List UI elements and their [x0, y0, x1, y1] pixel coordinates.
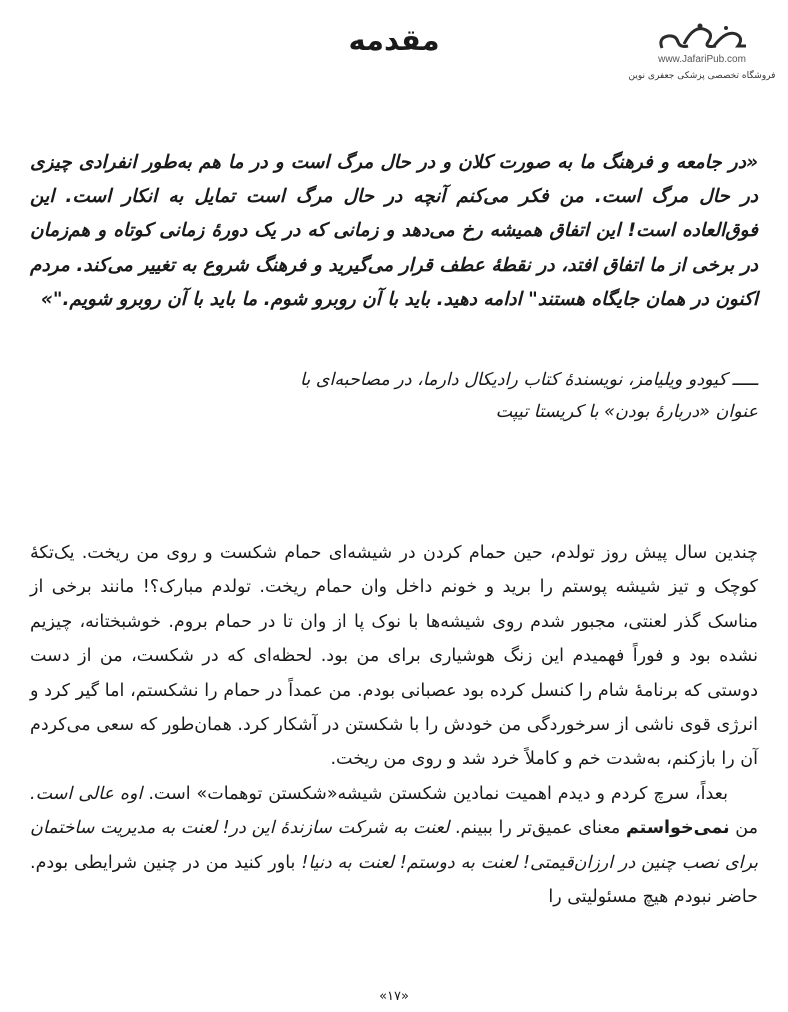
epigraph-quote: «در جامعه و فرهنگ ما به صورت کلان و در حال مرگ است و در ما هم به‌طور انفرادی چیزی در حال مرگ است. من فکر می‌کنم آنچه در حال مرگ است تمایل به انکار است. این فوق‌العاده است! این اتفاق همیشه رخ می‌دهد و زمانی که در یک دورهٔ زمانی کوتاه و هم‌زمان در برخی از ما اتفاق افتد، در نقطهٔ عطف قرار می‌گیرید و فرهنگ شروع به تغییر می‌کند. مردم اکنون در همان جایگاه هستند" ادامه دهید. باید با آن روبرو شوم. ما باید با آن روبرو شویم."» [30, 152, 758, 310]
paragraph: چندین سال پیش روز تولدم، حین حمام کردن در شیشه‌ای حمام شکست و روی من ریخت. یک‌تکهٔ کوچک و تیز شیشه پوستم را برید و خونم داخل وان حمام ریخت. تولدم مبارک؟! مانند برخی از مناسک گذر لعنتی، مجبور شدم روی شیشه‌ها با نوک پا از وان تا در حمام بروم. خوشبختانه، چیزیم نشده بود و فوراً فهمیدم این زنگ هوشیاری برای من بود. لحظه‌ای که در شکست، من از دست دوستی که برنامهٔ شام را کنسل کرده بود عصبانی بودم. من عمداً در حمام را نشکستم، اما گیر کرد و انرژی قوی ناشی از سرخوردگی من خودش را با شکستن در آشکار کرد. همان‌طور که سعی می‌کردم آن را بازکنم، به‌شدت خم و کاملاً خرد شد و روی من ریخت. [30, 543, 758, 770]
logo-caption: فروشگاه تخصصی پزشکی جعفری نوین [628, 71, 776, 81]
attribution-line: ـــــ کیودو ویلیامز، نویسندهٔ کتاب رادیکال دارما، در مصاحبه‌ای با [300, 370, 758, 390]
publisher-logo [628, 20, 776, 96]
text-run: معنای عمیق‌تر را ببینم. [454, 818, 621, 839]
text-run: باور کنید من در چنین شرایطی بودم. حاضر نبودم هیچ مسئولیتی را [30, 852, 758, 908]
quote-attribution [240, 364, 758, 428]
italic-text: لعنت به شرکت سازندهٔ این در! لعنت به مدیریت ساختمان برای نصب چنین در ارزان‌قیمتی! لعنت به دوستم! لعنت به دنیا! [30, 818, 759, 873]
publisher-logo-mark-icon [654, 20, 750, 54]
bold-text: نمی‌خواستم [625, 818, 730, 839]
text-run: بعداً، سرچ کردم و دیدم اهمیت نمادین شکستن شیشه«شکستن توهمات» است. [148, 783, 728, 804]
body-text [30, 536, 758, 914]
logo-url: www.JafariPub.com [658, 54, 746, 65]
text-run: من [735, 818, 758, 839]
italic-text: اوه عالی است. [30, 783, 143, 804]
attribution-line: عنوان «دربارهٔ بودن» با کریستا تیپت [495, 402, 758, 422]
paragraph [30, 777, 758, 915]
page-number: «۱۷» [379, 989, 409, 1004]
page-title: مقدمه [348, 23, 440, 57]
